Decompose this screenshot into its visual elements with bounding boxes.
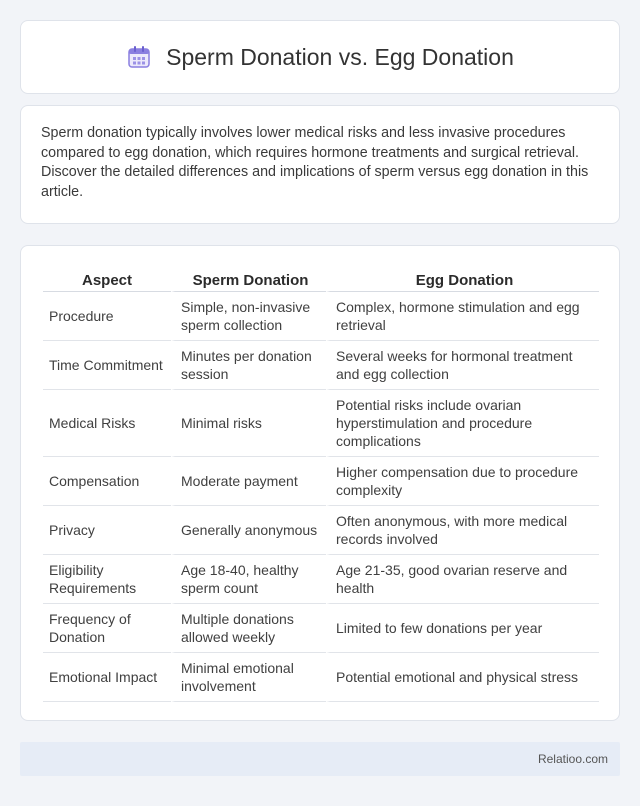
row-egg-value: Often anonymous, with more medical records involved	[326, 506, 599, 555]
table-row	[43, 506, 599, 555]
row-aspect: Procedure	[43, 292, 171, 341]
row-sperm-value: Simple, non-invasive sperm collection	[171, 292, 326, 341]
page-title: Sperm Donation vs. Egg Donation	[166, 43, 514, 70]
calendar-icon	[126, 44, 152, 70]
row-aspect: Frequency of Donation	[43, 604, 171, 653]
row-sperm-value: Age 18-40, healthy sperm count	[171, 555, 326, 604]
row-sperm-value: Minutes per donation session	[171, 341, 326, 390]
comparison-table-card	[20, 245, 620, 721]
row-egg-value: Higher compensation due to procedure complexity	[326, 457, 599, 506]
row-aspect: Compensation	[43, 457, 171, 506]
row-egg-value: Several weeks for hormonal treatment and egg collection	[326, 341, 599, 390]
row-aspect: Medical Risks	[43, 390, 171, 457]
comparison-table	[43, 266, 599, 702]
row-sperm-value: Multiple donations allowed weekly	[171, 604, 326, 653]
table-header-row	[43, 266, 599, 292]
title-card	[20, 20, 620, 94]
table-row	[43, 341, 599, 390]
row-sperm-value: Generally anonymous	[171, 506, 326, 555]
table-row	[43, 604, 599, 653]
row-egg-value: Potential emotional and physical stress	[326, 653, 599, 702]
row-aspect: Privacy	[43, 506, 171, 555]
row-egg-value: Limited to few donations per year	[326, 604, 599, 653]
row-aspect: Eligibility Requirements	[43, 555, 171, 604]
header-sperm-donation: Sperm Donation	[171, 266, 326, 292]
row-egg-value: Complex, hormone stimulation and egg retrieval	[326, 292, 599, 341]
intro-card	[20, 105, 620, 224]
header-egg-donation: Egg Donation	[326, 266, 599, 292]
row-aspect: Emotional Impact	[43, 653, 171, 702]
row-sperm-value: Minimal risks	[171, 390, 326, 457]
table-row	[43, 555, 599, 604]
row-aspect: Time Commitment	[43, 341, 171, 390]
footer-brand: Relatioo.com	[537, 752, 608, 766]
intro-paragraph: Sperm donation typically involves lower medical risks and less invasive procedures compared to egg donation, which requires hormone treatments and surgical retrieval. Discover the detailed differences and implications of sperm versus egg donation in this article.	[41, 125, 589, 200]
row-sperm-value: Moderate payment	[171, 457, 326, 506]
table-row	[43, 292, 599, 341]
footer-bar	[20, 742, 620, 776]
table-row	[43, 653, 599, 702]
table-row	[43, 457, 599, 506]
table-row	[43, 390, 599, 457]
row-egg-value: Age 21-35, good ovarian reserve and health	[326, 555, 599, 604]
row-sperm-value: Minimal emotional involvement	[171, 653, 326, 702]
title-row	[21, 21, 619, 93]
row-egg-value: Potential risks include ovarian hyperstimulation and procedure complications	[326, 390, 599, 457]
header-aspect: Aspect	[43, 266, 171, 292]
